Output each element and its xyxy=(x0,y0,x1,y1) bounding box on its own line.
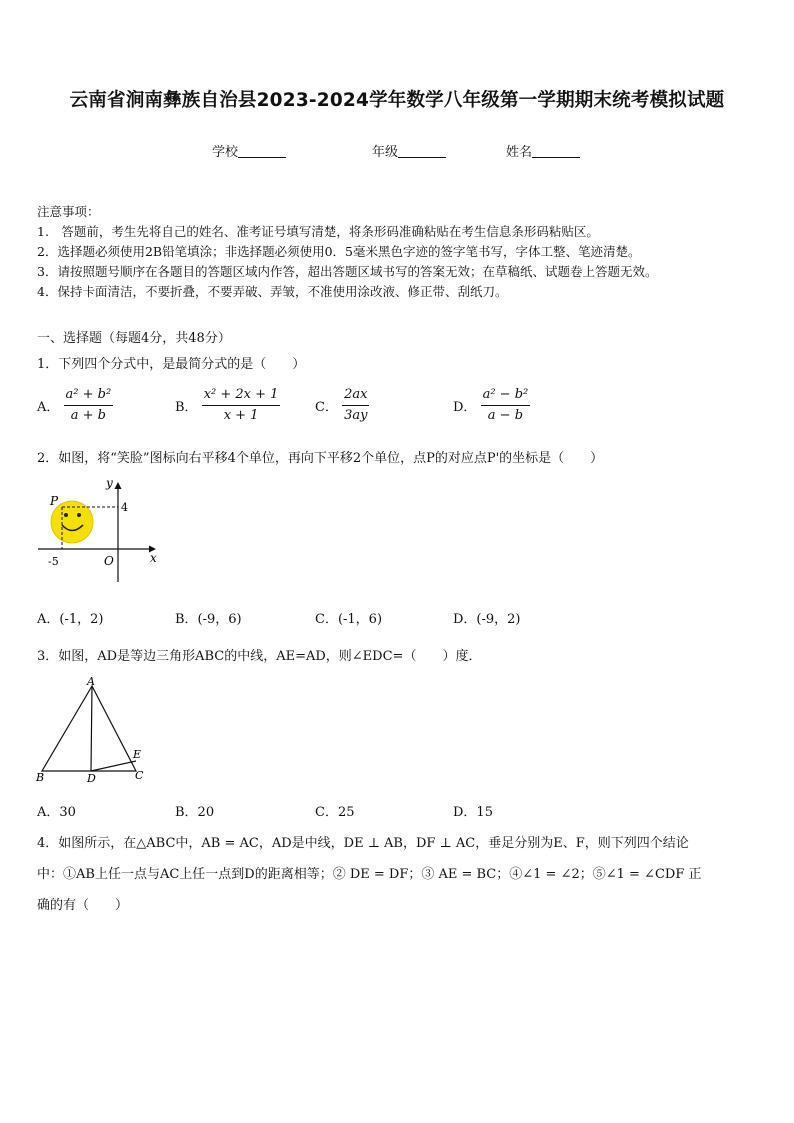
smiley-right-eye xyxy=(77,513,81,517)
note-item: 2．选择题必须使用2B铅笔填涂；非选择题必须使用0．5毫米黑色字迹的签字笔书写，字体工整、笔迹清楚。 xyxy=(37,244,641,259)
q3-option-c: C．25 xyxy=(315,805,355,820)
segment-de xyxy=(91,761,136,771)
q2-option-c: C．(-1，6) xyxy=(315,612,383,627)
y-axis-arrow xyxy=(115,482,122,489)
name-blank xyxy=(532,144,580,158)
note-item: 3．请按照题号顺序在各题目的答题区域内作答，超出答题区域书写的答案无效；在草稿纸、试题卷上答题无效。 xyxy=(37,264,658,279)
label-d: D xyxy=(87,772,96,785)
label-c: C xyxy=(135,769,144,782)
segment-ad xyxy=(91,686,92,771)
notes xyxy=(37,202,657,302)
name-field xyxy=(506,141,580,160)
grade-label: 年级 xyxy=(372,145,399,160)
q1-stem: 1．下列四个分式中，是最简分式的是（ ） xyxy=(37,357,306,372)
q1-option-b xyxy=(175,387,280,424)
q3-option-b: B．20 xyxy=(175,805,215,820)
grade-blank xyxy=(398,144,446,158)
denominator: a + b xyxy=(70,408,106,423)
option-label: D． xyxy=(453,400,477,415)
fraction xyxy=(342,387,369,424)
label-e: E xyxy=(133,748,142,761)
label-p: P xyxy=(50,494,59,508)
note-item: 4．保持卡面清洁，不要折叠，不要弄破、弄皱，不准使用涂改液、修正带、刮纸刀。 xyxy=(37,284,508,299)
smiley-left-eye xyxy=(64,513,68,517)
numerator: a² + b² xyxy=(64,387,114,406)
label-a: A xyxy=(87,675,95,688)
label-b: B xyxy=(36,771,45,784)
q2-coordinate-figure xyxy=(34,474,164,586)
notes-heading: 注意事项： xyxy=(37,204,100,219)
q3-triangle-figure xyxy=(34,674,154,786)
label-x: x xyxy=(150,551,157,565)
numerator: a² − b² xyxy=(481,387,531,406)
triangle-abc xyxy=(42,686,136,771)
section-heading: 一、选择题（每题4分，共48分） xyxy=(37,331,231,346)
q1-option-a xyxy=(37,387,113,424)
name-label: 姓名 xyxy=(506,145,533,160)
tick-label-y: 4 xyxy=(121,501,128,514)
school-blank xyxy=(238,144,286,158)
label-origin: O xyxy=(104,554,114,568)
option-label: C． xyxy=(315,400,338,415)
q1-option-d xyxy=(453,387,530,424)
school-field xyxy=(212,141,286,160)
q4-line-2: 中：①AB上任一点与AC上任一点到D的距离相等；② DE = DF；③ AE = BC；④∠1 = ∠2；⑤∠1 = ∠CDF 正 xyxy=(37,867,702,882)
numerator: 2ax xyxy=(342,387,369,406)
grade-field xyxy=(372,141,446,160)
fraction xyxy=(64,387,114,424)
q3-option-a: A．30 xyxy=(37,805,76,820)
q4-line-3: 确的有（ ） xyxy=(37,898,129,913)
numerator: x² + 2x + 1 xyxy=(202,387,281,406)
q2-option-a: A．(-1，2) xyxy=(37,612,104,627)
label-y: y xyxy=(106,476,113,490)
q3-option-d: D．15 xyxy=(453,805,493,820)
q4-line-1: 4．如图所示，在△ABC中，AB = AC，AD是中线，DE ⊥ AB，DF ⊥ AC，垂足分别为E、F，则下列四个结论 xyxy=(37,836,689,851)
school-label: 学校 xyxy=(212,145,239,160)
q2-option-d: D．(-9，2) xyxy=(453,612,521,627)
tick-label-x: -5 xyxy=(48,555,59,568)
q3-stem: 3．如图，AD是等边三角形ABC的中线，AE=AD，则∠EDC=（ ）度． xyxy=(37,649,482,664)
denominator: a − b xyxy=(487,408,524,423)
fraction xyxy=(481,387,531,424)
q2-stem: 2．如图，将“笑脸”图标向右平移4个单位，再向下平移2个单位，点P的对应点P'的坐标是（ ） xyxy=(37,451,604,466)
denominator: x + 1 xyxy=(223,408,259,423)
option-label: B． xyxy=(175,400,198,415)
note-item: 1. 答题前，考生先将自己的姓名、准考证号填写清楚，将条形码准确粘贴在考生信息条形码粘贴区。 xyxy=(37,224,599,239)
fraction xyxy=(202,387,281,424)
q2-option-b: B．(-9，6) xyxy=(175,612,242,627)
page-title: 云南省涧南彝族自治县2023-2024学年数学八年级第一学期期末统考模拟试题 xyxy=(69,90,725,111)
q1-option-c xyxy=(315,387,369,424)
option-label: A． xyxy=(37,400,60,415)
denominator: 3ay xyxy=(344,408,368,423)
